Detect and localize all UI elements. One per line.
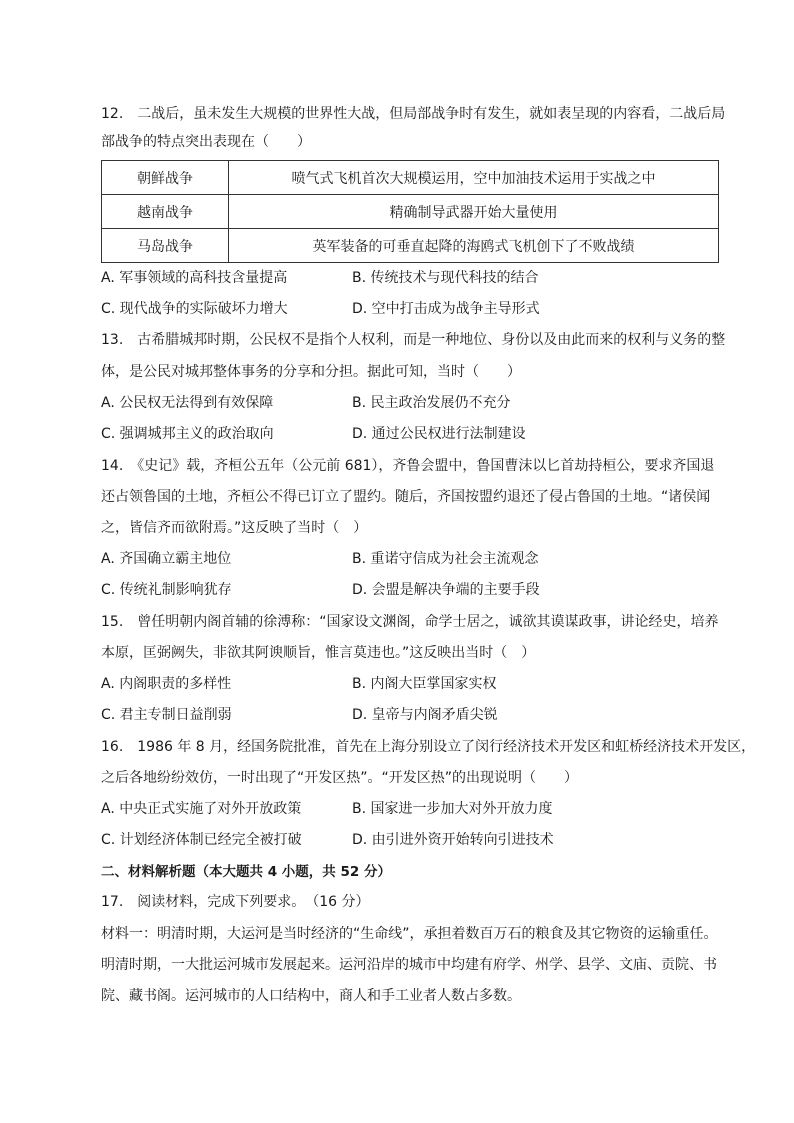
table-cell-war: 朝鲜战争 xyxy=(102,161,229,195)
q13-stem-line2: 体，是公民对城邦整体事务的分享和分担。据此可知，当时（ ） xyxy=(101,364,521,380)
q15-stem-line1: 15. 曾任明朝内阁首辅的徐溥称：“国家设文渊阁，命学士居之，诚欲其谟谋政事，讲论经史，培养 xyxy=(101,614,719,630)
q13-option-d: D. 通过公民权进行法制建设 xyxy=(352,426,526,442)
table-cell-desc: 喷气式飞机首次大规模运用，空中加油技术运用于实战之中 xyxy=(229,161,719,195)
q17-stem: 17. 阅读材料，完成下列要求。 （16 分） xyxy=(101,894,370,910)
q16-option-b: B. 国家进一步加大对外开放力度 xyxy=(352,801,553,817)
q13-option-a: A. 公民权无法得到有效保障 xyxy=(101,395,274,411)
q16-stem-line1: 16. 1986 年 8 月，经国务院批准，首先在上海分别设立了闵行经济技术开发区和虹桥经济技术开发区， xyxy=(101,739,756,755)
section-heading: 二、材料解析题（本大题共 4 小题，共 52 分） xyxy=(101,864,391,880)
q15-option-d: D. 皇帝与内阁矛盾尖锐 xyxy=(352,707,498,723)
q12-option-b: B. 传统技术与现代科技的结合 xyxy=(352,270,539,286)
table-cell-desc: 精确制导武器开始大量使用 xyxy=(229,195,719,229)
table-row xyxy=(102,195,719,229)
q14-stem-line2: 还占领鲁国的土地，齐桓公不得已订立了盟约。随后，齐国按盟约退还了侵占鲁国的土地。“诸侯闻 xyxy=(101,489,711,505)
q16-stem-line2: 之后各地纷纷效仿，一时出现了“开发区热”。“开发区热”的出现说明（ ） xyxy=(101,770,579,786)
q13-stem-line1: 13. 古希腊城邦时期，公民权不是指个人权利，而是一种地位、身份以及由此而来的权利与义务的整 xyxy=(101,332,726,348)
q17-material-line1: 材料一：明清时期，大运河是当时经济的“生命线”，承担着数百万石的粮食及其它物资的运输重任。 xyxy=(101,926,718,942)
table-cell-war: 马岛战争 xyxy=(102,229,229,263)
q16-option-d: D. 由引进外资开始转向引进技术 xyxy=(352,832,554,848)
q15-option-c: C. 君主专制日益削弱 xyxy=(101,707,232,723)
table-row xyxy=(102,161,719,195)
q16-option-c: C. 计划经济体制已经完全被打破 xyxy=(101,832,302,848)
q13-option-b: B. 民主政治发展仍不充分 xyxy=(352,395,511,411)
q17-material-line3: 院、藏书阁。运河城市的人口结构中，商人和手工业者人数占多数。 xyxy=(101,988,521,1004)
table-cell-desc: 英军装备的可垂直起降的海鸥式飞机创下了不败战绩 xyxy=(229,229,719,263)
q16-option-a: A. 中央正式实施了对外开放政策 xyxy=(101,801,302,817)
q15-stem-line2: 本原，匡弼阙失，非欲其阿谀顺旨，惟言莫违也。”这反映出当时（ ） xyxy=(101,645,536,661)
q17-material-line2: 明清时期，一大批运河城市发展起来。运河沿岸的城市中均建有府学、州学、县学、文庙、贡院、书 xyxy=(101,957,717,973)
q15-option-b: B. 内阁大臣掌国家实权 xyxy=(352,676,497,692)
q14-stem-line3: 之，皆信齐而欲附焉。”这反映了当时（ ） xyxy=(101,520,368,536)
q15-option-a: A. 内阁职责的多样性 xyxy=(101,676,232,692)
q12-option-d: D. 空中打击成为战争主导形式 xyxy=(352,301,540,317)
q14-stem-line1: 14. 《史记》载，齐桓公五年（公元前 681），齐鲁会盟中，鲁国曹沫以匕首劫持桓公，要求齐国退 xyxy=(101,458,715,474)
q12-stem-line1: 12. 二战后，虽未发生大规模的世界性大战，但局部战争时有发生，就如表呈现的内容看，二战后局 xyxy=(101,106,726,122)
table-row xyxy=(102,229,719,263)
q14-option-d: D. 会盟是解决争端的主要手段 xyxy=(352,582,540,598)
q14-option-b: B. 重诺守信成为社会主流观念 xyxy=(352,551,539,567)
q13-option-c: C. 强调城邦主义的政治取向 xyxy=(101,426,274,442)
table-cell-war: 越南战争 xyxy=(102,195,229,229)
q12-stem-line2: 部战争的特点突出表现在（ ） xyxy=(101,134,311,150)
q12-table xyxy=(101,160,719,263)
q14-option-c: C. 传统礼制影响犹存 xyxy=(101,582,232,598)
q12-option-a: A. 军事领域的高科技含量提高 xyxy=(101,270,288,286)
q14-option-a: A. 齐国确立霸主地位 xyxy=(101,551,232,567)
q12-option-c: C. 现代战争的实际破坏力增大 xyxy=(101,301,288,317)
